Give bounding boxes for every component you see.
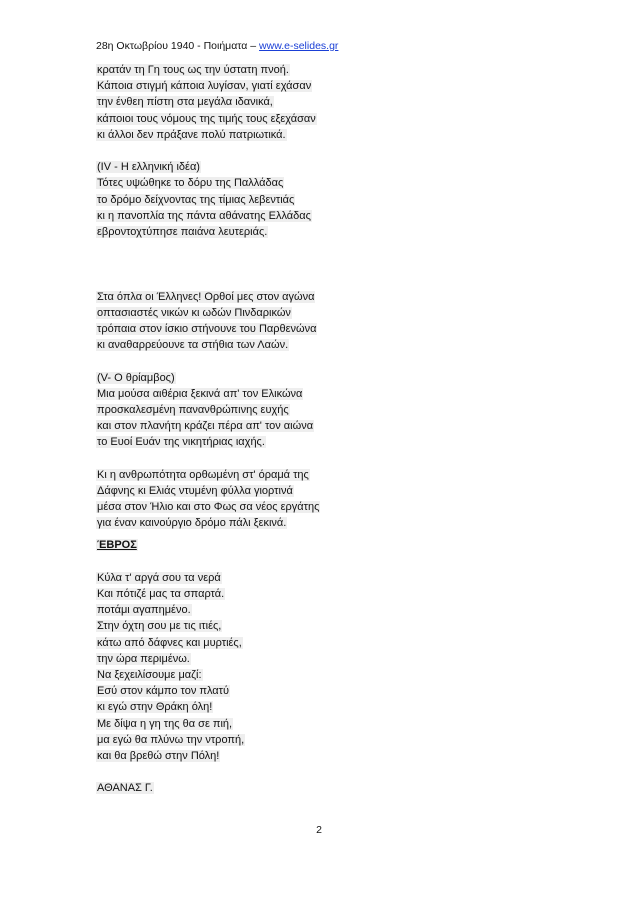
verse-line: και στον πλανήτη κράζει πέρα απ' τον αιώνα <box>97 420 314 433</box>
page-number: 2 <box>316 824 322 836</box>
stanza-3 <box>96 289 556 354</box>
section-heading: (V- Ο θρίαμβος) <box>97 371 175 384</box>
verse-line: Με δίψα η γη της θα σε πιή, <box>97 717 233 730</box>
verse-line: κι άλλοι δεν πράξανε πολύ πατριωτικά. <box>97 128 286 141</box>
verse-line: κρατάν τη Γη τους ως την ύστατη πνοή. <box>97 64 289 76</box>
verse-line: Στην όχτη σου με τις ιτιές, <box>97 620 222 633</box>
verse-line: Κύλα τ' αργά σου τα νερά <box>97 571 221 584</box>
stanza-4 <box>96 370 556 451</box>
poem-title: ΈΒΡΟΣ <box>97 539 137 552</box>
verse-line: το δρόμο δείχνοντας της τίμιας λεβεντιάς <box>97 193 295 206</box>
page-header <box>96 40 338 53</box>
verse-line: και θα βρεθώ στην Πόλη! <box>97 749 220 762</box>
website-link[interactable]: www.e-selides.gr <box>259 40 339 52</box>
poem-author: ΑΘΑΝΑΣ Γ. <box>97 782 153 795</box>
poem-body <box>96 62 556 796</box>
verse-line: Εσύ στον κάμπο τον πλατύ <box>97 685 230 698</box>
verse-line: Κάποια στιγμή κάποια λυγίσαν, γιατί εχάσαν <box>97 80 312 93</box>
verse-line: μα εγώ θα πλύνω την ντροπή, <box>97 733 245 746</box>
stanza-1 <box>96 62 556 143</box>
verse-line: κάτω από δάφνες και μυρτιές, <box>97 636 242 649</box>
header-title: 28η Οκτωβρίου 1940 - Ποιήματα – <box>96 40 260 52</box>
verse-line: Τότες υψώθηκε το δόρυ της Παλλάδας <box>97 177 284 190</box>
verse-line: την ώρα περιμένω. <box>97 652 190 665</box>
verse-line: Μια μούσα αιθέρια ξεκινά απ' τον Ελικώνα <box>97 387 303 400</box>
verse-line: τρόπαια στον ίσκιο στήνουνε του Παρθενώνα <box>97 323 317 336</box>
verse-line: την ένθεη πίστη στα μεγάλα ιδανικά, <box>97 96 273 109</box>
verse-line: εβροντοχτύπησε παιάνα λευτεριάς. <box>97 225 268 238</box>
verse-line: κι η πανοπλία της πάντα αθάνατης Ελλάδας <box>97 209 311 222</box>
verse-line: Να ξεχειλίσουμε μαζί: <box>97 668 202 681</box>
verse-line: κι αναθαρρεύουνε τα στήθια των Λαών. <box>97 339 289 352</box>
stanza-evros <box>96 570 556 764</box>
verse-line: προσκαλεσμένη πανανθρώπινης ευχής <box>97 403 289 416</box>
verse-line: ποτάμι αγαπημένο. <box>97 604 191 617</box>
verse-line: κι εγώ στην Θράκη όλη! <box>97 701 213 714</box>
verse-line: για έναν καινούργιο δρόμο πάλι ξεκινά. <box>97 517 287 530</box>
verse-line: Δάφνης κι Ελιάς ντυμένη φύλλα γιορτινά <box>97 484 293 497</box>
verse-line: οπτασιαστές νικών κι ωδών Πινδαρικών <box>97 306 291 319</box>
verse-line: Κι η ανθρωπότητα ορθωμένη στ' όραμά της <box>97 468 309 481</box>
section-heading: (IV - Η ελληνική ιδέα) <box>97 161 200 174</box>
verse-line: Και πότιζέ μας τα σπαρτά. <box>97 588 225 601</box>
verse-line: Στα όπλα οι Έλληνες! Ορθοί μες στον αγώνα <box>97 290 315 303</box>
verse-line: το Ευοί Ευάν της νικητήριας ιαχής. <box>97 436 265 449</box>
verse-line: κάποιοι τους νόμους της τιμής τους εξεχάσαν <box>97 112 316 125</box>
verse-line: μέσα στον Ήλιο και στο Φως σα νέος εργάτης <box>97 501 320 514</box>
stanza-2 <box>96 159 556 240</box>
stanza-5 <box>96 467 556 532</box>
